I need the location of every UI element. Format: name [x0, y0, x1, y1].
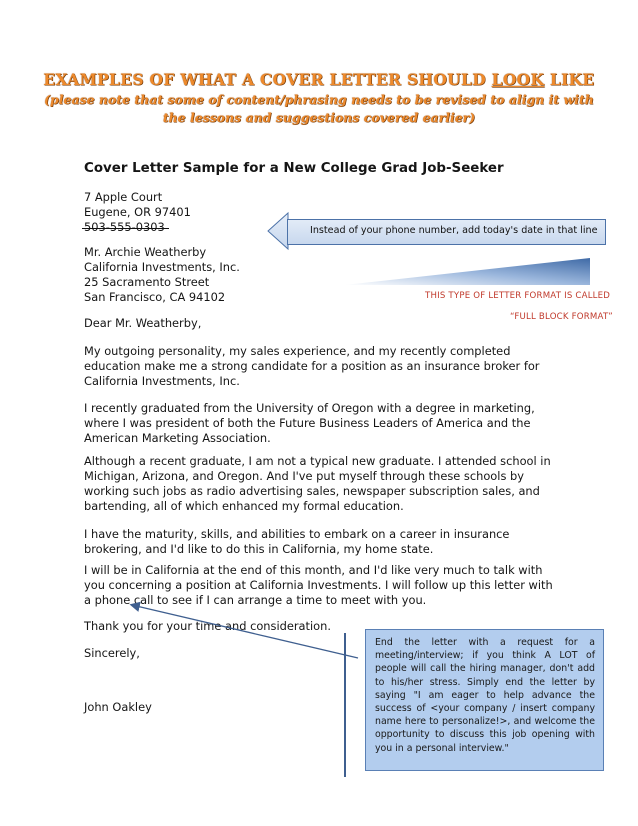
heading-note-line-1: (please note that some of content/phrasing needs to be revised to align it with: [44, 92, 594, 107]
recipient-line: Mr. Archie Weatherby: [84, 245, 207, 259]
date-callout-arrowhead: [268, 213, 288, 249]
heading-text-end: LIKE: [544, 70, 595, 89]
paragraph-line: Michigan, Arizona, and Oregon. And I've put myself through these schools by: [84, 469, 524, 483]
sample-title: Cover Letter Sample for a New College Grad Job-Seeker: [84, 161, 504, 176]
salutation: Dear Mr. Weatherby,: [84, 316, 202, 330]
heading-underlined-word: LOOK: [491, 70, 545, 89]
paragraph-line: brokering, and I'd like to do this in California, my home state.: [84, 542, 434, 556]
paragraph-line: you concerning a position at California Investments. I will follow up this letter with: [84, 578, 553, 592]
pointer-arrow: [132, 605, 358, 658]
sender-address-line: Eugene, OR 97401: [84, 205, 191, 219]
signature-name: John Oakley: [84, 700, 152, 714]
paragraph-line: working such jobs as radio advertising sales, newspaper subscription sales, and: [84, 484, 540, 498]
paragraph-line: My outgoing personality, my sales experience, and my recently completed: [84, 344, 511, 358]
paragraph-line: education make me a strong candidate for a position as an insurance broker for: [84, 359, 540, 373]
paragraph-line: California Investments, Inc.: [84, 374, 240, 388]
end-letter-callout: [365, 629, 604, 771]
recipient-line: San Francisco, CA 94102: [84, 290, 226, 304]
paragraph-line: a phone call to see if I can arrange a time to meet with you.: [84, 593, 427, 607]
full-block-wedge: [344, 258, 590, 285]
closing: Sincerely,: [84, 646, 140, 660]
paragraph-line: where I was president of both the Future Business Leaders of America and the: [84, 416, 531, 430]
paragraph-line: Although a recent graduate, I am not a typical new graduate. I attended school in: [84, 454, 551, 468]
heading-note-line-2: the lessons and suggestions covered earlier): [162, 110, 476, 125]
paragraph-line: I recently graduated from the University of Oregon with a degree in marketing,: [84, 401, 535, 415]
paragraph-line: I will be in California at the end of this month, and I'd like very much to talk with: [84, 563, 543, 577]
full-block-label-line-2: “FULL BLOCK FORMAT”: [510, 312, 613, 322]
struck-phone-number: 503-555-0303: [84, 220, 165, 234]
paragraph-line: American Marketing Association.: [84, 431, 271, 445]
date-callout-text: Instead of your phone number, add today's date in that line: [310, 225, 598, 236]
thanks-line: Thank you for your time and consideration.: [84, 619, 331, 633]
sender-address-line: 7 Apple Court: [84, 190, 163, 204]
heading-text: EXAMPLES OF WHAT A COVER LETTER SHOULD: [43, 70, 492, 89]
full-block-label-line-1: THIS TYPE OF LETTER FORMAT IS CALLED: [425, 291, 611, 301]
recipient-line: California Investments, Inc.: [84, 260, 240, 274]
date-callout: [287, 219, 606, 245]
paragraph-line: I have the maturity, skills, and abilities to embark on a career in insurance: [84, 527, 510, 541]
paragraph-line: bartending, all of which enhanced my formal education.: [84, 499, 404, 513]
end-letter-callout-text: End the letter with a request for a meeting/interview; if you think A LOT of people will call the hiring manager, don't add to his/her stress. Simply end the letter by saying "I am eager to help advance the success of <your company / insert company name here to personalize!>, and welcome the opportunity to discuss this job opening with you in a personal interview.": [375, 637, 595, 754]
recipient-line: 25 Sacramento Street: [84, 275, 210, 289]
